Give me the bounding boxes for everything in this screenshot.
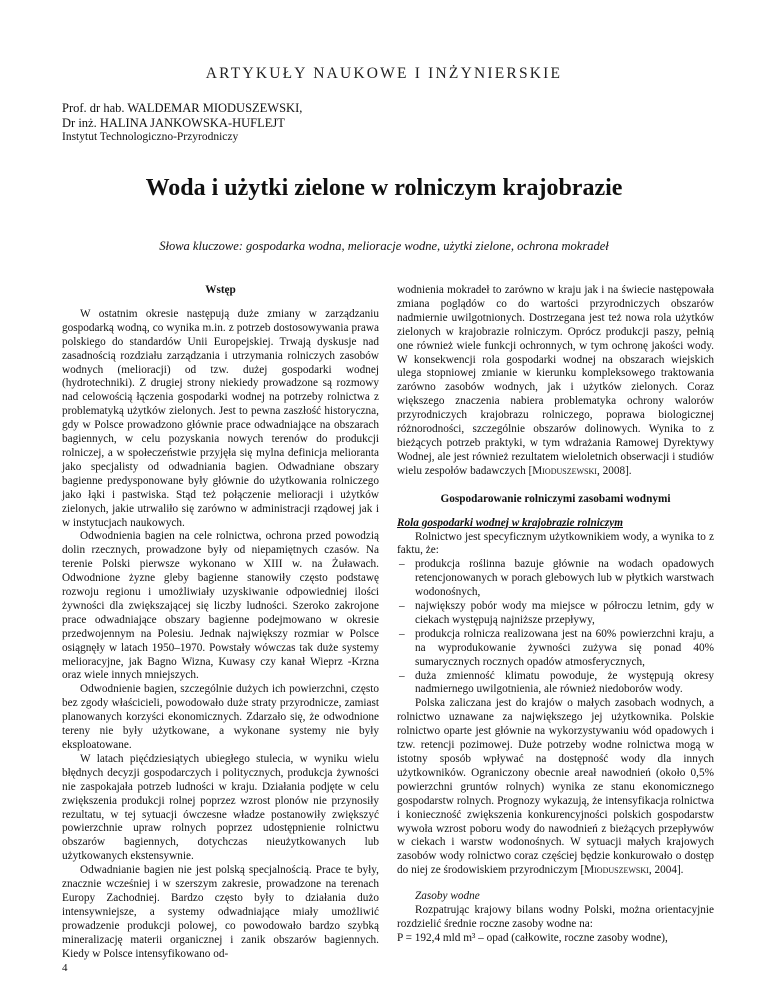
- bullet-list: [397, 558, 714, 697]
- subsection-heading: Rola gospodarki wodnej w krajobrazie rolniczym: [397, 516, 623, 529]
- author-1: Prof. dr hab. WALDEMAR MIODUSZEWSKI,: [62, 101, 303, 115]
- citation: Mioduszewski: [584, 864, 649, 877]
- paragraph: Rolnictwo jest specyficznym użytkownikiem wody, a wynika to z faktu, że:: [397, 530, 714, 557]
- keywords: Słowa kluczowe: gospodarka wodna, melioracje wodne, użytki zielone, ochrona mokradeł: [159, 239, 609, 253]
- page-number: 4: [62, 962, 68, 974]
- section-heading: Gospodarowanie rolniczymi zasobami wodnymi: [440, 492, 671, 505]
- paragraph: W latach pięćdziesiątych ubiegłego stulecia, w wyniku wielu błędnych decyzji gospodarczych i politycznych, produkcja żywności nie zaspokajała potrzeb ludności w kraju. Działania podjęte w celu zwiększenia produkcji rolnej poprzez wzrost plonów nie przynosiły rezultatu, w tej sytuacji ówczesne władze postanowiły zwiększyć powierzchnie upraw rolnych poprzez udostępnienie rolnictwu obszarów bagiennych, dotychczas nieużytkowanych lub użytkowanych ekstensywnie.: [62, 752, 379, 863]
- article-title: Woda i użytki zielone w rolniczym krajobrazie: [145, 175, 623, 201]
- author-2: Dr inż. HALINA JANKOWSKA-HUFLEJT: [62, 115, 285, 130]
- list-item: – produkcja rolnicza realizowana jest na 60% powierzchni kraju, a na wyprodukowanie żywności zużywa się ponad 40% sumarycznych rocznych opadów atmosferycznych,: [397, 628, 714, 670]
- institution: Instytut Technologiczno-Przyrodniczy: [62, 131, 239, 143]
- subsection-heading: Zasoby wodne: [415, 890, 480, 903]
- paragraph: wodnienia mokradeł to zarówno w kraju jak i na świecie następowała zmiana poglądów co do wartości przyrodniczych obszarów nadmiernie uwilgotnionych. Dostrzegana jest też nowa rola użytków zielonych w krajobrazie rolniczym. Oprócz produkcji paszy, pełnią one również wiele funkcji ochronnych, w tym ochronę jakości wody. W konsekwencji rola gospodarki wodnej na obszarach wiejskich ulega stopniowej zmianie w kierunku kompleksowego traktowania zarówno zasobów wodnych, jak i użytków zielonych. Coraz większego znaczenia nabiera problematyka ochrony walorów przyrodniczych krajobrazu rolniczego, poprawa biologicznej różnorodności, szczególnie obszarów dolinowych. Wynika to z bieżących potrzeb praktyki, w tym wdrażania Ramowej Dyrektywy Wodnej, ale jest również rezultatem wieloletnich obserwacji i studiów wielu zespołów badawczych [Mioduszewski, 2008].: [397, 284, 714, 477]
- citation: Mioduszewski: [532, 464, 597, 477]
- paragraph: Odwadnianie bagien nie jest polską specjalnością. Prace te były, znacznie wcześniej i w szerszym zakresie, prowadzone na terenach Europy Zachodniej. Bardzo często były to działania dużo intensywniejsze, a systemy odwadniające miały umożliwić prowadzenie produkcji polowej, co powodowało bardzo szybką mineralizację materii organicznej i zanik obszarów bagiennych. Kiedy w Polsce intensyfikowano od-: [62, 864, 379, 960]
- paragraph: Odwodnienia bagien na cele rolnictwa, ochrona przed powodzią dolin rzecznych, prowadzone były od niepamiętnych czasów. Na terenie Polski pierwsze wykonano w XIII w. na Żuławach. Odwodnione żyzne gleby bagienne stanowiły często podstawę rozwoju regionu i umożliwiały uzyskiwanie odpowiedniej ilości żywności dla zwiększającej się liczby ludności. Szeroko zakrojone prace odwadniające obszary bagienne podejmowano w okresie przedwojennym na Polesiu. Jednak największy rozmiar w Polsce osiągnęły w latach 1950–1970. Powstały wówczas tak duże systemy melioracyjne, jak Bagno Wizna, Kuwasy czy kanał Wieprz -Krzna oraz wiele innych mniejszych.: [62, 530, 379, 682]
- paragraph: Polska zaliczana jest do krajów o małych zasobach wodnych, a rolnictwo uznawane za największego jej użytkownika. Polskie rolnictwo oparte jest głównie na wykorzystywaniu wód opadowych i tzw. retencji pozimowej. Duże potrzeby wodne rolnictwa mogą w istotny sposób wpływać na dostępność wody dla innych użytkowników. Ograniczony obecnie areał nawodnień (około 0,5% powierzchni gruntów rolnych) wynika ze stanu ekonomicznego gospodarstw rolnych. Prognozy wykazują, że intensyfikacja rolnictwa i konieczność zwiększenia konkurencyjności polskich gospodarstw wywoła wzrost poboru wody do nawodnień z bieżących przepływów w ciekach i warstw wodonośnych. W sytuacji małych krajowych zasobów wody rolnictwo coraz częściej będzie konkurowało o dostęp do niej ze środowiskiem przyrodniczym [Mioduszewski, 2004].: [397, 697, 714, 877]
- paragraph: W ostatnim okresie następują duże zmiany w zarządzaniu gospodarką wodną, co wynika m.in. z potrzeb dostosowywania prawa polskiego do standardów Unii Europejskiej. Trwają dyskusje nad zasadnością rozdziału zarządzania i utrzymania rolniczych zasobów wodnych (melioracji) od tzw. dużej gospodarki wodnej (hydrotechniki). Z drugiej strony niekiedy prowadzone są rozmowy nad celowością łączenia gospodarki wodnej na potrzeby rolnictwa z problematyką użytków zielonych. Jest to pewna zaszłość historyczna, gdy w Polsce prowadzono głównie prace odwadniające na obszarach bagiennych, w celu pozyskania nowych terenów do produkcji rolniczej, a w społeczeństwie przyjęła się mylna definicja melioranta jako specjalisty od odwadniania bagien. Odwadniane obszary bagienne predysponowane były głównie do użytkowania rolniczego jako łąki i pastwiska. Stąd też połączenie melioracji i użytków zielonych, jakie utrwaliło się zarówno w administracji rządowej jak i w instytucjach naukowych.: [62, 307, 379, 529]
- section-title: ARTYKUŁY NAUKOWE I INŻYNIERSKIE: [205, 65, 563, 82]
- left-column: [62, 284, 379, 962]
- list-item: – największy pobór wody ma miejsce w półroczu letnim, gdy w ciekach występują najniższe przepływy,: [397, 600, 714, 628]
- right-column: [397, 284, 714, 946]
- author-block: [62, 101, 702, 145]
- intro-heading: Wstęp: [205, 284, 236, 296]
- paragraph: Odwodnienie bagien, szczególnie dużych ich powierzchni, często bez zgody właścicieli, powodowało duże straty przyrodnicze, zamiast planowanych korzyści ekonomicznych. Zdarzało się, że odwodnione tereny nie były użytkowane, a wykonane systemy nie były eksploatowane.: [62, 683, 379, 751]
- formula-line: P = 192,4 mld m³ – opad (całkowite, roczne zasoby wodne),: [397, 931, 668, 944]
- list-item: – produkcja roślinna bazuje głównie na wodach opadowych retencjonowanych w porach glebowych lub w płytkich warstwach wodonośnych,: [397, 558, 714, 600]
- paragraph: Rozpatrując krajowy bilans wodny Polski, można orientacyjnie rozdzielić średnie roczne zasoby wodne na:: [397, 904, 714, 930]
- list-item: – duża zmienność klimatu powoduje, że występują okresy nadmiernego uwilgotnienia, ale również niedoborów wody.: [397, 670, 714, 698]
